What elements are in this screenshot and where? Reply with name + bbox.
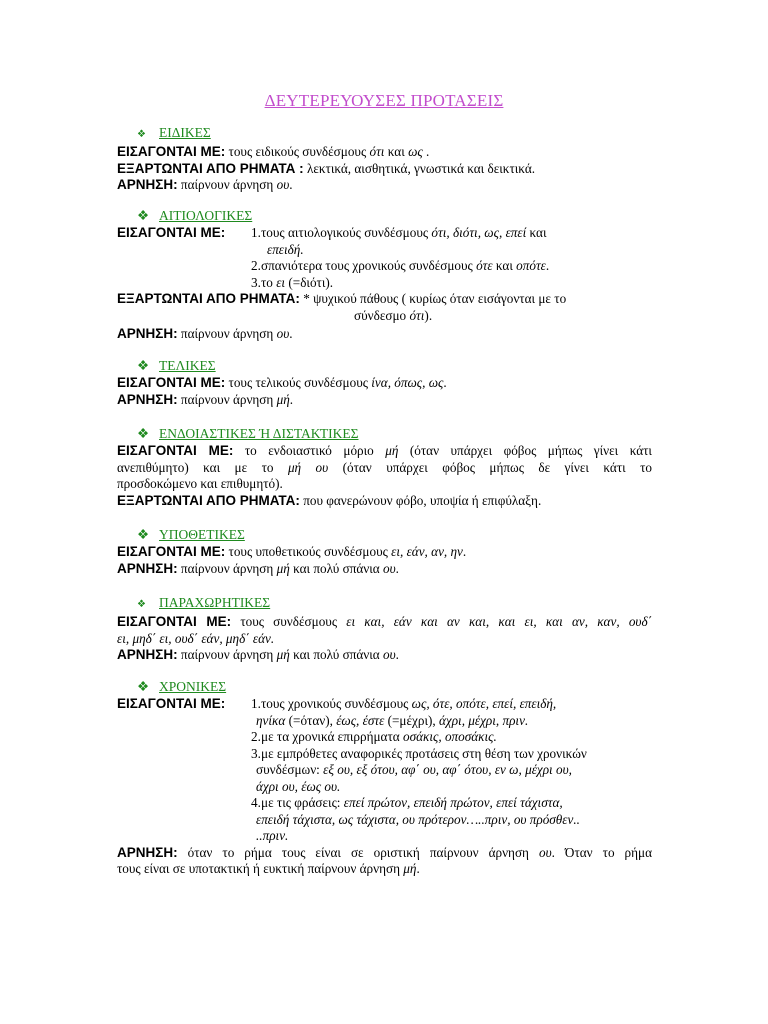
section-heading-aitiologikes: ❖ ΑΙΤΙΟΛΟΓΙΚΕΣ	[137, 208, 253, 223]
section-parachoritikes	[117, 594, 652, 664]
list-item: 3. με εμπρόθετες αναφορικές προτάσεις στη θέση των χρονικών	[251, 745, 587, 761]
arnisi-line: ΑΡΝΗΣΗ: παίρνουν άρνηση ου.	[117, 326, 293, 341]
section-heading-ypothetikes: ❖ ΥΠΟΘΕΤΙΚΕΣ	[137, 527, 245, 542]
diamond-bullet-icon: ❖	[137, 527, 150, 542]
arnisi-line-2: τους είναι σε υποτακτική ή ευκτική παίρνουν άρνηση μή.	[117, 861, 420, 876]
list-item-continuation: επειδή τάχιστα, ως τάχιστα, ου πρότερον…..πριν, ου πρόσθεν..	[256, 811, 580, 827]
eisagontai-line-3: προσδοκώμενο και επιθυμητό).	[117, 476, 283, 491]
eisagontai-line: ΕΙΣΑΓΟΝΤΑΙ ΜΕ: τους υποθετικούς συνδέσμους ει, εάν, αν, ην.	[117, 544, 467, 559]
list-item: 3. το ει (=διότι).	[251, 274, 334, 290]
exartontai-line: ΕΞΑΡΤΩΝΤΑΙ ΑΠΟ ΡΗΜΑΤΑ : λεκτικά, αισθητικά, γνωστικά και δεικτικά.	[117, 160, 536, 176]
eisagontai-line: ΕΙΣΑΓΟΝΤΑΙ ΜΕ: το ενδοιαστικό μόριο μή (όταν υπάρχει φόβος μήπως γίνει κάτι	[117, 443, 652, 458]
list-item-continuation: άχρι ου, έως ου.	[256, 778, 341, 794]
section-chronikes	[117, 678, 652, 878]
eisagontai-label: ΕΙΣΑΓΟΝΤΑΙ ΜΕ:	[117, 225, 226, 240]
section-heading-parachoritikes: ❖ ΠΑΡΑΧΩΡΗΤΙΚΕΣ	[137, 594, 652, 614]
exartontai-continuation: σύνδεσμο ότι).	[354, 307, 433, 323]
list-item: 2. σπανιότερα τους χρονικούς συνδέσμους ότε και οπότε.	[251, 258, 550, 273]
eisagontai-line: ΕΙΣΑΓΟΝΤΑΙ ΜΕ: τους τελικούς συνδέσμους ίνα, όπως, ως.	[117, 375, 447, 390]
arnisi-line: ΑΡΝΗΣΗ: παίρνουν άρνηση μή.	[117, 391, 294, 407]
eisagontai-line: ΕΙΣΑΓΟΝΤΑΙ ΜΕ: τους συνδέσμους ει και, εάν και αν και, και ει, και αν, καν, ουδ΄	[117, 614, 652, 629]
exartontai-line: ΕΞΑΡΤΩΝΤΑΙ ΑΠΟ ΡΗΜΑΤΑ: που φανερώνουν φόβο, υποψία ή επιφύλαξη.	[117, 492, 542, 508]
section-eidikes	[117, 124, 652, 194]
section-heading-telikes: ❖ ΤΕΛΙΚΕΣ	[137, 358, 216, 373]
exartontai-line: ΕΞΑΡΤΩΝΤΑΙ ΑΠΟ ΡΗΜΑΤΑ: * ψυχικού πάθους ( κυρίως όταν εισάγονται με το	[117, 291, 567, 306]
diamond-bullet-icon: ❖	[137, 599, 146, 610]
list-item: 2. με τα χρονικά επιρρήματα οσάκις, οποσάκις.	[251, 729, 497, 744]
page-title: ΔΕΥΤΕΡΕΥΟΥΣΕΣ ΠΡΟΤΑΣΕΙΣ	[264, 91, 504, 110]
arnisi-line: ΑΡΝΗΣΗ: όταν το ρήμα τους είναι σε οριστική παίρνουν άρνηση ου. Όταν το ρήμα	[117, 844, 653, 860]
diamond-bullet-icon: ❖	[137, 208, 150, 223]
eisagontai-label: ΕΙΣΑΓΟΝΤΑΙ ΜΕ:	[117, 696, 226, 711]
diamond-bullet-icon: ❖	[137, 679, 150, 694]
list-item-continuation: επειδή.	[267, 241, 304, 257]
diamond-bullet-icon: ❖	[137, 426, 150, 441]
eisagontai-line-2: ανεπιθύμητο) και με το μή ου (όταν υπάρχει φόβος μήπως δε γίνει κάτι το	[117, 459, 653, 475]
list-item: 1. τους αιτιολογικούς συνδέσμους ότι, διότι, ως, επεί και ΕΙΣΑΓΟΝΤΑΙ ΜΕ:	[117, 225, 547, 240]
arnisi-line: ΑΡΝΗΣΗ: παίρνουν άρνηση μή και πολύ σπάνια ου.	[117, 560, 399, 576]
section-ypothetikes	[117, 526, 652, 577]
eisagontai-line: ΕΙΣΑΓΟΝΤΑΙ ΜΕ: τους ειδικούς συνδέσμους ότι και ως .	[117, 144, 430, 159]
arnisi-line: ΑΡΝΗΣΗ: παίρνουν άρνηση μή και πολύ σπάνια ου.	[117, 647, 399, 662]
section-endoiastikes	[117, 425, 652, 509]
list-item: 4. με τις φράσεις: επεί πρώτον, επειδή πρώτον, επεί τάχιστα,	[251, 795, 563, 810]
list-item: 1. τους χρονικούς συνδέσμους ως, ότε, οπότε, επεί, επειδή, ΕΙΣΑΓΟΝΤΑΙ ΜΕ:	[117, 696, 557, 711]
diamond-bullet-icon: ❖	[137, 358, 150, 373]
list-item-continuation: συνδέσμων: εξ ου, εξ ότου, αφ΄ ου, αφ΄ ότου, εν ω, μέχρι ου,	[256, 762, 572, 777]
arnisi-line: ΑΡΝΗΣΗ: παίρνουν άρνηση ου.	[117, 177, 293, 192]
section-telikes	[117, 357, 652, 408]
diamond-bullet-icon: ❖	[137, 129, 146, 140]
list-item-continuation: ..πριν.	[256, 828, 289, 843]
eisagontai-line-2: ει, μηδ΄ ει, ουδ΄ εάν, μηδ΄ εάν.	[117, 630, 275, 646]
section-aitiologikes	[117, 207, 652, 343]
section-heading-eidikes: ❖ ΕΙΔΙΚΕΣ	[137, 124, 652, 144]
list-item-continuation: ηνίκα (=όταν), έως, έστε (=μέχρι), άχρι, μέχρι, πριν.	[256, 712, 529, 728]
section-heading-chronikes: ❖ ΧΡΟΝΙΚΕΣ	[137, 679, 227, 694]
section-heading-endoiastikes: ❖ ΕΝΔΟΙΑΣΤΙΚΕΣ Ή ΔΙΣΤΑΚΤΙΚΕΣ	[137, 426, 359, 441]
